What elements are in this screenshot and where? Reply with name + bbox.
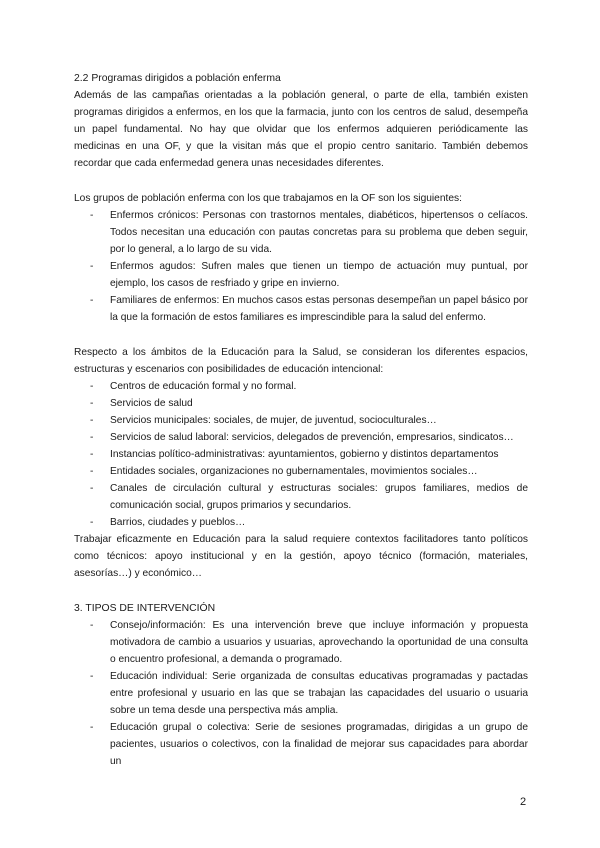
- bullet-dash: -: [90, 449, 94, 460]
- bullet-list: [74, 378, 528, 531]
- bullet-dash: -: [90, 620, 94, 631]
- list-item-text: Servicios municipales: sociales, de mujer, de juventud, socioculturales…: [110, 415, 437, 426]
- list-item: [74, 395, 528, 412]
- paragraph: Trabajar eficazmente en Educación para la salud requiere contextos facilitadores tanto políticos como técnicos: apoyo institucional y en la gestión, apoyo técnico (formación, materiales, asesorías…) y económico…: [74, 534, 528, 579]
- bullet-dash: -: [90, 398, 94, 409]
- bullet-dash: -: [90, 210, 94, 221]
- list-item: [74, 514, 528, 531]
- bullet-dash: -: [90, 671, 94, 682]
- list-item: [74, 463, 528, 480]
- list-item-text: Educación individual: Serie organizada de consultas educativas programadas y pactadas entre profesional y usuario en las que se trabajan las capacidades del usuario o usuaria sobre un tema desde una perspectiva más amplia.: [110, 671, 528, 716]
- page-content: [74, 70, 528, 770]
- section-heading: 2.2 Programas dirigidos a población enferma: [74, 73, 281, 84]
- list-item-text: Centros de educación formal y no formal.: [110, 381, 297, 392]
- list-item: [74, 412, 528, 429]
- list-item-text: Entidades sociales, organizaciones no gubernamentales, movimientos sociales…: [110, 466, 478, 477]
- bullet-dash: -: [90, 517, 94, 528]
- list-item-text: Consejo/información: Es una intervención breve que incluye información y propuesta motivadora de cambio a usuarios y usuarias, aprovechando la oportunidad de una consulta o encuentro profesional, a demanda o programado.: [110, 620, 528, 665]
- list-item: [74, 480, 528, 514]
- bullet-list: [74, 617, 528, 770]
- paragraph: Además de las campañas orientadas a la población general, o parte de ella, también existen programas dirigidos a enfermos, en los que la farmacia, junto con los centros de salud, desempeña un papel fundamental. No hay que olvidar que los enfermos adquieren periódicamente las medicinas en una OF, y que la visitan más que el propio centro sanitario. También debemos recordar que cada enfermedad genera unas necesidades diferentes.: [74, 90, 528, 169]
- list-item: [74, 429, 528, 446]
- list-item-text: Canales de circulación cultural y estructuras sociales: grupos familiares, medios de comunicación social, grupos primarios y secundarios.: [110, 483, 528, 511]
- list-item: [74, 617, 528, 668]
- list-item: [74, 668, 528, 719]
- list-item: [74, 292, 528, 326]
- bullet-dash: -: [90, 432, 94, 443]
- bullet-dash: -: [90, 466, 94, 477]
- bullet-dash: -: [90, 722, 94, 733]
- list-item: [74, 378, 528, 395]
- bullet-dash: -: [90, 381, 94, 392]
- list-item-text: Servicios de salud: [110, 398, 193, 409]
- list-item: [74, 207, 528, 258]
- list-item: [74, 719, 528, 770]
- list-item-text: Educación grupal o colectiva: Serie de sesiones programadas, dirigidas a un grupo de pacientes, usuarios o colectivos, con la finalidad de mejorar sus capacidades para abordar un: [110, 722, 528, 767]
- list-item-text: Enfermos crónicos: Personas con trastornos mentales, diabéticos, hipertensos o celíacos. Todos necesitan una educación con pautas concretas para su problema que deben seguir, por lo general, a lo largo de su vida.: [110, 210, 528, 255]
- list-item: [74, 258, 528, 292]
- bullet-dash: -: [90, 295, 94, 306]
- section-heading: 3. TIPOS DE INTERVENCIÓN: [74, 603, 216, 614]
- bullet-dash: -: [90, 483, 94, 494]
- list-item-text: Barrios, ciudades y pueblos…: [110, 517, 246, 528]
- bullet-list: [74, 207, 528, 326]
- bullet-dash: -: [90, 415, 94, 426]
- list-item-text: Instancias político-administrativas: ayuntamientos, gobierno y distintos departamentos: [110, 449, 499, 460]
- page-number: 2: [520, 796, 527, 808]
- list-item-text: Enfermos agudos: Sufren males que tienen un tiempo de actuación muy puntual, por ejemplo, los casos de resfriado y gripe en invierno.: [110, 261, 528, 289]
- paragraph: Respecto a los ámbitos de la Educación para la Salud, se consideran los diferentes espacios, estructuras y escenarios con posibilidades de educación intencional:: [74, 347, 528, 375]
- bullet-dash: -: [90, 261, 94, 272]
- paragraph: Los grupos de población enferma con los que trabajamos en la OF son los siguientes:: [74, 193, 462, 204]
- list-item: [74, 446, 528, 463]
- list-item-text: Servicios de salud laboral: servicios, delegados de prevención, empresarios, sindicatos…: [110, 432, 514, 443]
- list-item-text: Familiares de enfermos: En muchos casos estas personas desempeñan un papel básico por la que la formación de estos familiares es imprescindible para la salud del enfermo.: [110, 295, 528, 323]
